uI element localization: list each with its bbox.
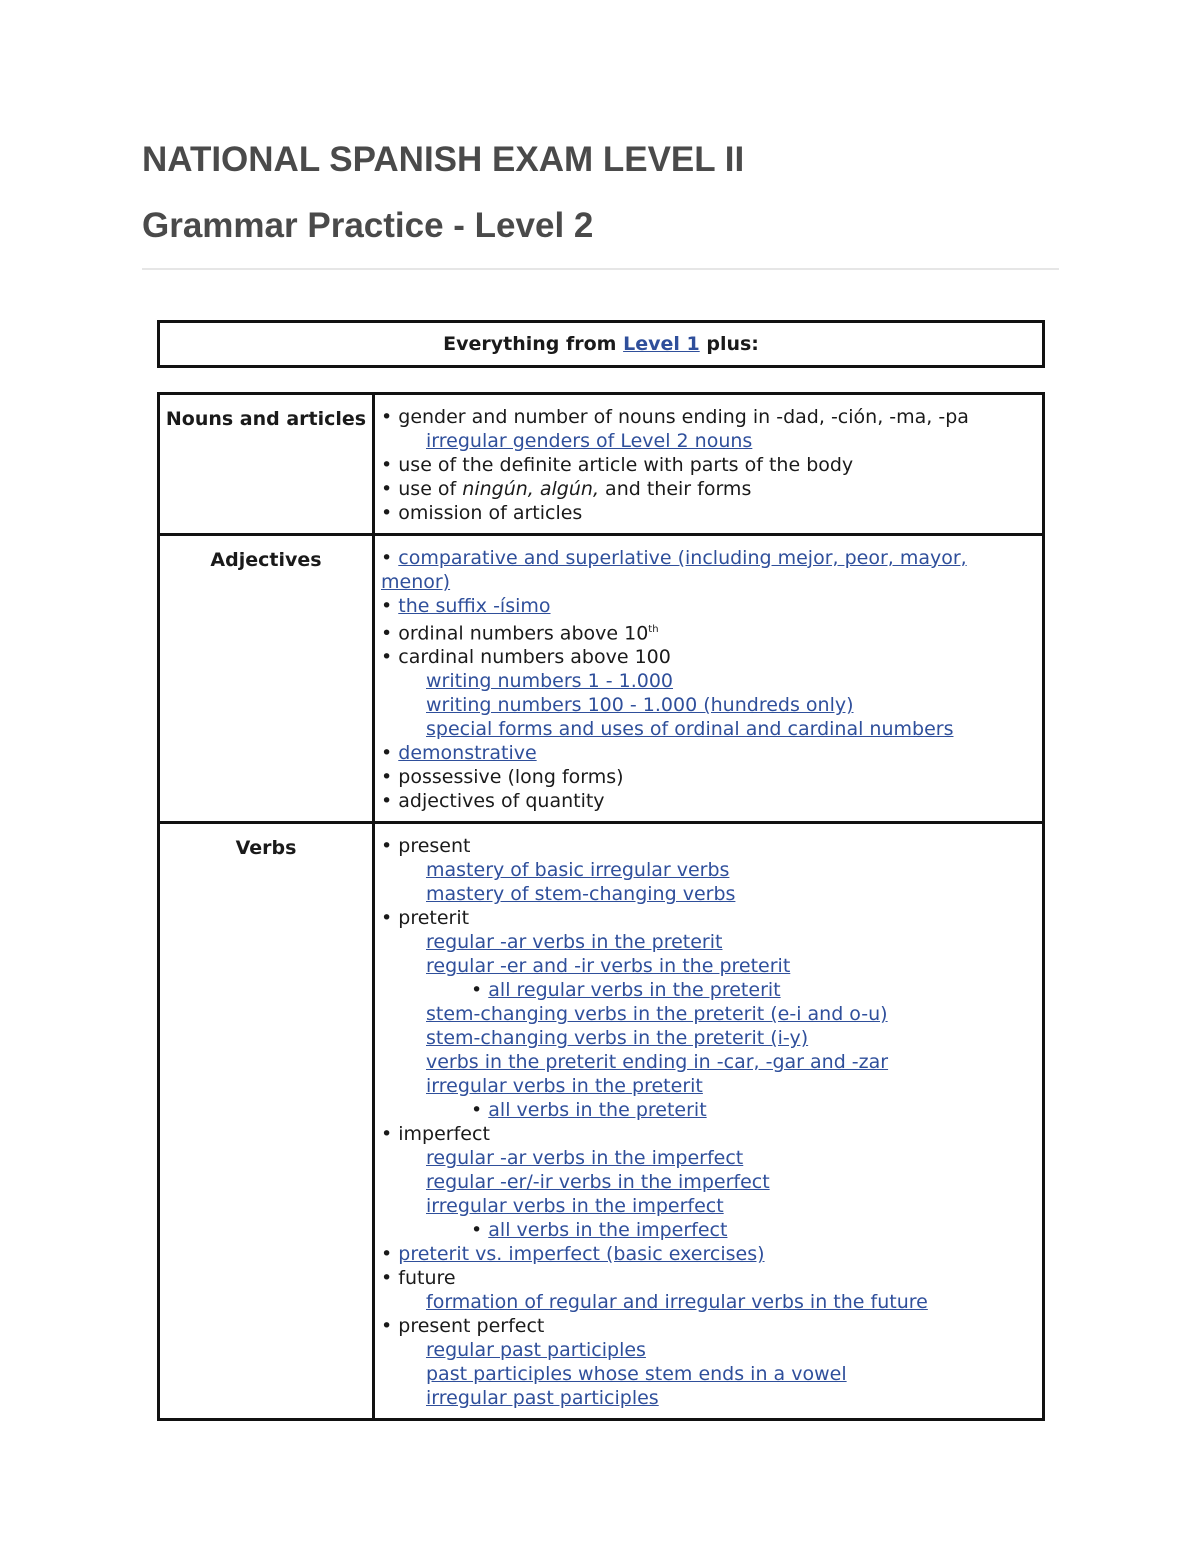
intro-suffix: plus:	[706, 333, 759, 355]
list-item: • use of ningún, algún, and their forms	[381, 478, 752, 500]
link-basic-irregular-verbs[interactable]: mastery of basic irregular verbs	[426, 859, 730, 882]
list-item: • all regular verbs in the preterit	[471, 979, 781, 1002]
list-item	[381, 954, 1032, 978]
list-item: • future	[381, 1267, 456, 1290]
list-item	[381, 1386, 1032, 1410]
category-nouns-articles: Nouns and articles	[160, 395, 375, 533]
page-subtitle: Grammar Practice - Level 2	[142, 206, 594, 245]
list-item	[381, 1050, 1032, 1074]
link-regular-past-participles[interactable]: regular past participles	[426, 1339, 646, 1362]
link-comparative-superlative[interactable]: comparative and superlative (including mejor, peor, mayor, menor)	[381, 547, 967, 593]
list-item	[381, 669, 1032, 693]
link-irregular-genders[interactable]: irregular genders of Level 2 nouns	[426, 430, 753, 452]
list-item	[381, 858, 1032, 882]
list-item: • imperfect	[381, 1123, 490, 1146]
link-all-regular-preterit[interactable]: all regular verbs in the preterit	[488, 979, 781, 1002]
list-item: • all verbs in the preterit	[471, 1099, 707, 1122]
link-imperfect-er-ir[interactable]: regular -er/-ir verbs in the imperfect	[426, 1171, 770, 1194]
list-item: • present perfect	[381, 1315, 545, 1338]
items-nouns-articles	[375, 395, 1042, 533]
list-item: • ordinal numbers above 10th	[381, 622, 659, 645]
list-item: • present	[381, 835, 471, 858]
list-item: • possessive (long forms)	[381, 766, 624, 789]
list-item: • the suffix -ísimo	[381, 595, 551, 617]
list-item	[381, 693, 1032, 717]
list-item	[381, 1074, 1032, 1098]
link-preterit-stem-e-i-o-u[interactable]: stem-changing verbs in the preterit (e-i and o-u)	[426, 1003, 888, 1026]
list-item	[381, 1290, 1032, 1314]
row-adjectives	[160, 533, 1042, 821]
category-adjectives: Adjectives	[160, 536, 375, 821]
link-all-verbs-preterit[interactable]: all verbs in the preterit	[488, 1099, 707, 1122]
link-preterit-stem-i-y[interactable]: stem-changing verbs in the preterit (i-y)	[426, 1027, 809, 1050]
link-writing-numbers-hundreds[interactable]: writing numbers 100 - 1.000 (hundreds only)	[426, 694, 854, 717]
items-adjectives	[375, 536, 1042, 821]
list-item	[381, 1194, 1032, 1218]
link-special-forms-numbers[interactable]: special forms and uses of ordinal and cardinal numbers	[426, 718, 954, 741]
link-imperfect-irregular[interactable]: irregular verbs in the imperfect	[426, 1195, 724, 1218]
link-preterit-er-ir[interactable]: regular -er and -ir verbs in the preterit	[426, 955, 791, 978]
link-past-participles-vowel[interactable]: past participles whose stem ends in a vowel	[426, 1363, 847, 1386]
row-nouns-articles	[160, 395, 1042, 533]
link-suffix-isimo[interactable]: the suffix -ísimo	[398, 595, 551, 617]
link-preterit-car-gar-zar[interactable]: verbs in the preterit ending in -car, -gar and -zar	[426, 1051, 889, 1074]
list-item	[381, 1362, 1032, 1386]
link-writing-numbers-1-1000[interactable]: writing numbers 1 - 1.000	[426, 670, 674, 693]
level-1-link[interactable]: Level 1	[623, 333, 700, 355]
list-item: • all verbs in the imperfect	[471, 1219, 728, 1242]
list-item	[381, 1002, 1032, 1026]
link-demonstrative[interactable]: demonstrative	[398, 742, 537, 765]
list-item: • demonstrative	[381, 742, 537, 765]
list-item	[381, 717, 1032, 741]
category-verbs: Verbs	[160, 824, 375, 1418]
list-item	[381, 1146, 1032, 1170]
grammar-table	[157, 392, 1045, 1421]
link-future-formation[interactable]: formation of regular and irregular verbs in the future	[426, 1291, 928, 1314]
list-item	[381, 930, 1032, 954]
link-all-verbs-imperfect[interactable]: all verbs in the imperfect	[488, 1219, 728, 1242]
link-stem-changing-verbs[interactable]: mastery of stem-changing verbs	[426, 883, 736, 906]
list-item	[381, 429, 1032, 453]
list-item: • gender and number of nouns ending in -dad, -ción, -ma, -pa	[381, 406, 969, 428]
list-item: • preterit	[381, 907, 470, 930]
intro-prefix: Everything from	[443, 333, 617, 355]
items-verbs	[375, 824, 1042, 1418]
link-preterit-ar[interactable]: regular -ar verbs in the preterit	[426, 931, 723, 954]
list-item: • comparative and superlative (including mejor, peor, mayor, menor)	[381, 547, 967, 593]
link-preterit-vs-imperfect[interactable]: preterit vs. imperfect (basic exercises)	[398, 1243, 765, 1266]
row-verbs	[160, 821, 1042, 1418]
link-imperfect-ar[interactable]: regular -ar verbs in the imperfect	[426, 1147, 744, 1170]
divider	[142, 268, 1059, 270]
link-preterit-irregular[interactable]: irregular verbs in the preterit	[426, 1075, 703, 1098]
list-item: • use of the definite article with parts of the body	[381, 454, 854, 476]
list-item: • preterit vs. imperfect (basic exercises)	[381, 1243, 765, 1266]
list-item: • cardinal numbers above 100	[381, 646, 671, 669]
list-item: • adjectives of quantity	[381, 790, 605, 813]
page-title: NATIONAL SPANISH EXAM LEVEL II	[142, 140, 745, 179]
intro-box	[157, 320, 1045, 368]
list-item	[381, 882, 1032, 906]
list-item	[381, 1338, 1032, 1362]
list-item: • omission of articles	[381, 502, 583, 524]
link-irregular-past-participles[interactable]: irregular past participles	[426, 1387, 659, 1410]
list-item	[381, 1026, 1032, 1050]
list-item	[381, 1170, 1032, 1194]
